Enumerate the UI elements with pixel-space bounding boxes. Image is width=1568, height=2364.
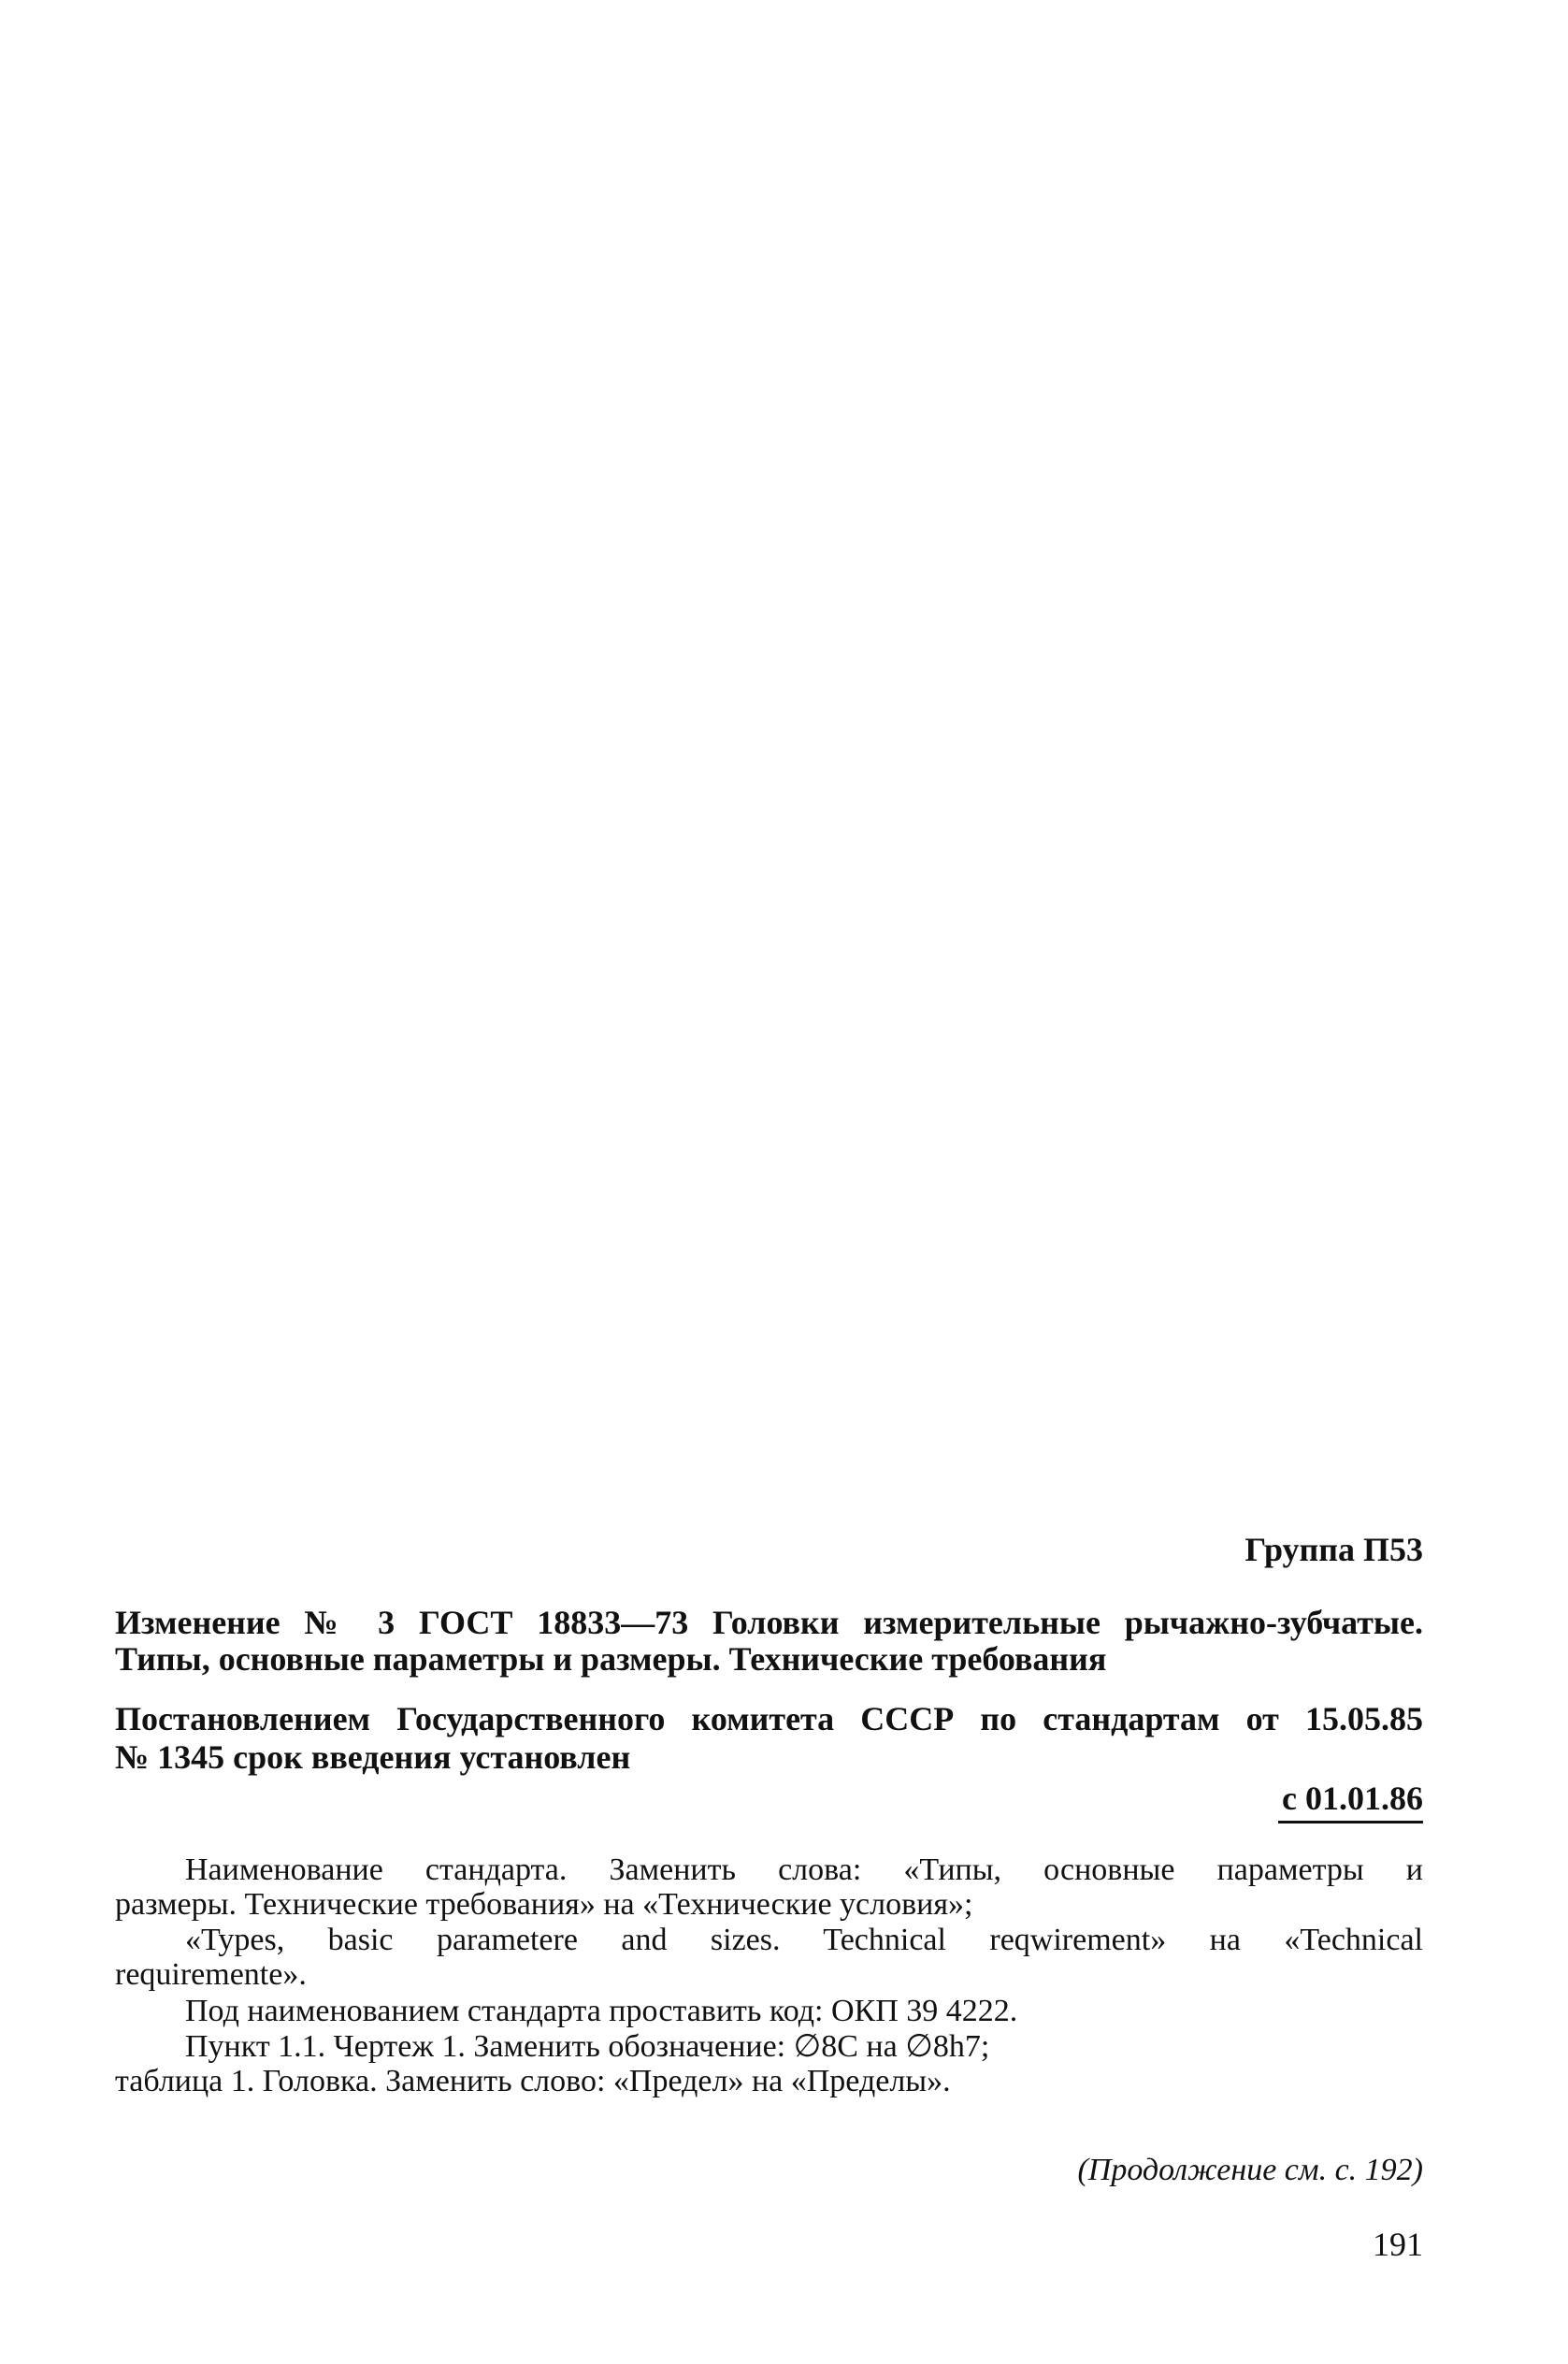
change-title-line-1: Изменение № 3 ГОСТ 18833—73 Головки измерительные рычажно-зубчатые. [115, 1604, 1423, 1641]
paragraph-2-line-1: «Types, basic parametere and sizes. Technical reqwirement» на «Technical [185, 1923, 1423, 1957]
paragraph-1-line-2: размеры. Технические требования» на «Технические условия»; [115, 1887, 973, 1922]
continuation-note: (Продолжение см. с. 192) [1077, 2153, 1423, 2187]
paragraph-2-line-2: requiremente». [115, 1957, 307, 1992]
paragraph-1-line-1: Наименование стандарта. Заменить слова: «Типы, основные параметры и [185, 1852, 1423, 1887]
change-title-line-2: Типы, основные параметры и размеры. Технические требования [115, 1640, 1107, 1678]
page-number: 191 [1373, 2226, 1423, 2263]
paragraph-3-line-1: Под наименованием стандарта проставить код: ОКП 39 4222. [185, 1994, 1018, 2028]
decree-line-2: № 1345 срок введения установлен [115, 1738, 631, 1776]
paragraph-4-line-1: Пункт 1.1. Чертеж 1. Заменить обозначение: ∅8С на ∅8h7; [185, 2029, 990, 2064]
paragraph-4-line-2: таблица 1. Головка. Заменить слово: «Предел» на «Пределы». [115, 2064, 951, 2098]
effective-date-underline [1278, 1821, 1423, 1823]
effective-date: с 01.01.86 [1282, 1780, 1423, 1817]
group-label: Группа П53 [1244, 1531, 1423, 1568]
decree-line-1: Постановлением Государственного комитета СССР по стандартам от 15.05.85 [115, 1700, 1423, 1737]
